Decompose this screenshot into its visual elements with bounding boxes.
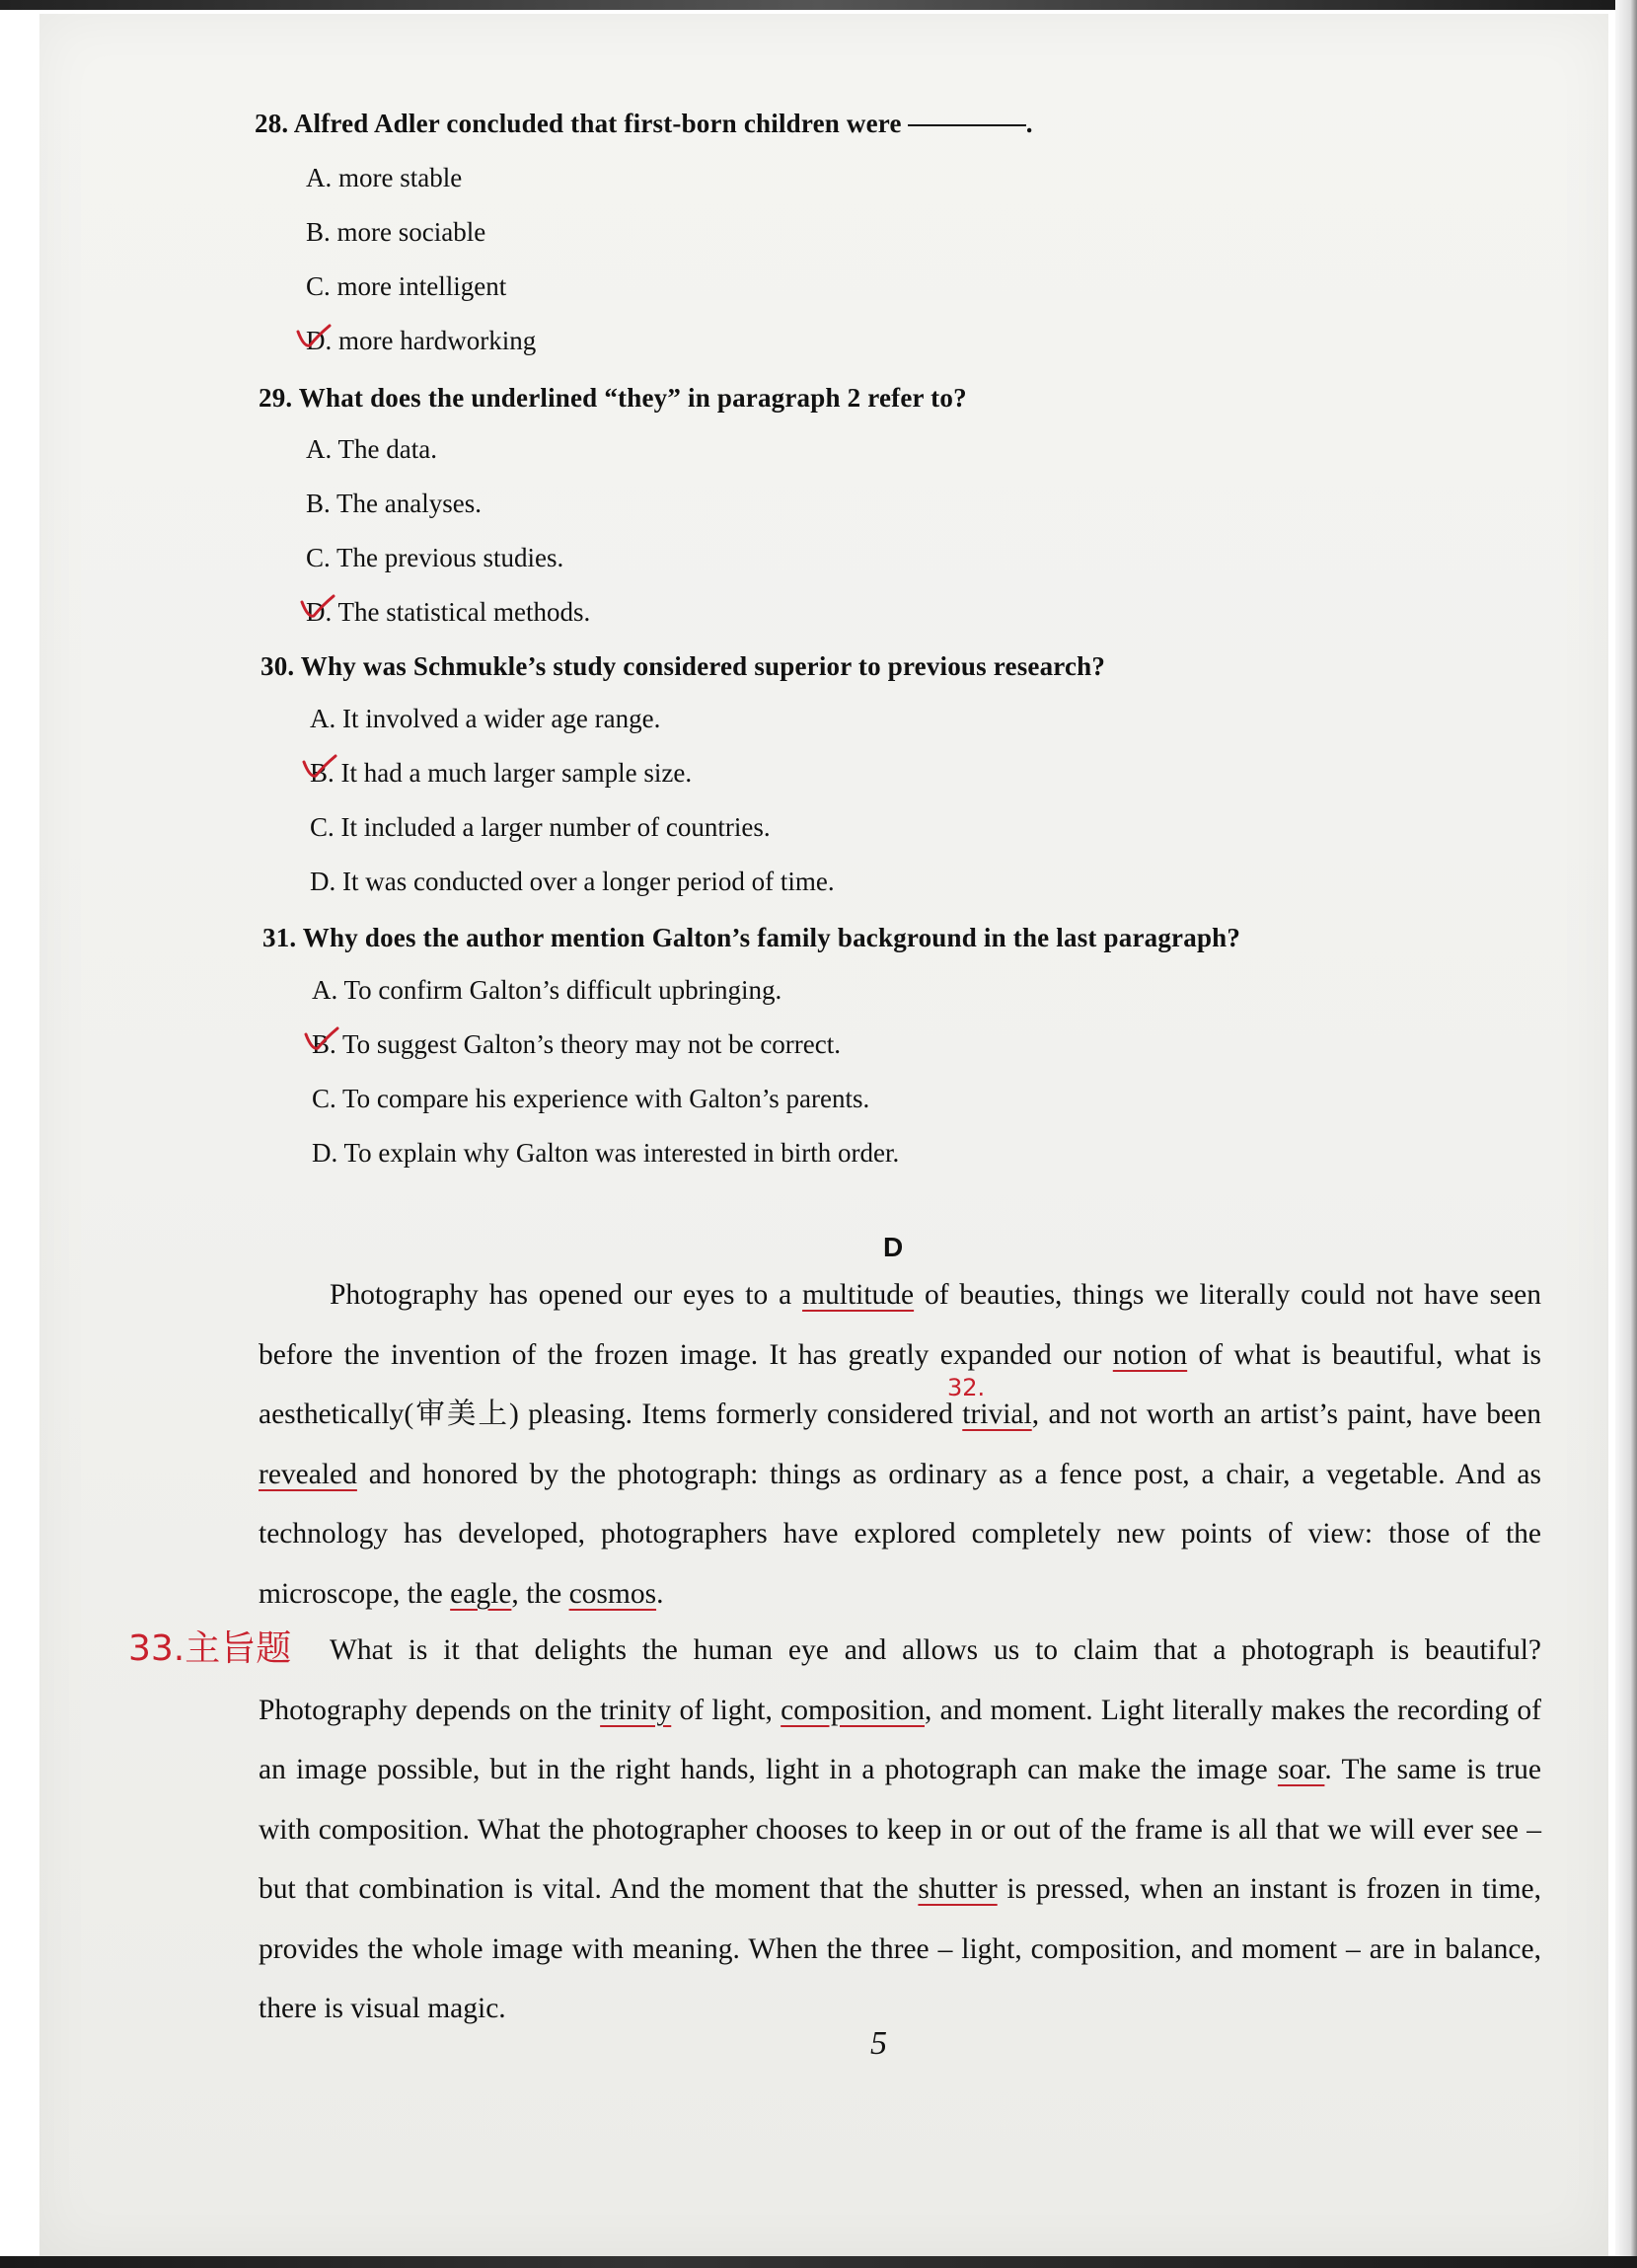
red-checkmark-icon bbox=[300, 594, 334, 620]
q31-option-b: B. To suggest Galton’s theory may not be correct. bbox=[312, 1029, 842, 1059]
underlined-word: shutter bbox=[918, 1873, 998, 1905]
underlined-word: revealed bbox=[259, 1458, 357, 1490]
question-29-stem: 29. What does the underlined “they” in paragraph 2 refer to? bbox=[259, 383, 967, 413]
answer-blank bbox=[908, 124, 1026, 126]
underlined-word: cosmos bbox=[568, 1577, 657, 1610]
handwritten-note-33: 33.主旨题 bbox=[128, 1628, 292, 1669]
q31-option-a: A. To confirm Galton’s difficult upbringing. bbox=[312, 975, 782, 1005]
underlined-word: composition bbox=[781, 1694, 926, 1726]
q30-option-a: A. It involved a wider age range. bbox=[310, 704, 661, 733]
page-number: 5 bbox=[870, 2025, 887, 2062]
q28-option-a: A. more stable bbox=[306, 163, 463, 192]
q30-option-c: C. It included a larger number of countries. bbox=[310, 812, 771, 842]
scan-edge-top bbox=[0, 0, 1637, 10]
handwritten-note-32: 32. bbox=[947, 1374, 986, 1401]
q31-option-d: D. To explain why Galton was interested in birth order. bbox=[312, 1138, 900, 1168]
section-heading: D bbox=[883, 1232, 904, 1262]
question-30-stem: 30. Why was Schmukle’s study considered superior to previous research? bbox=[260, 651, 1106, 681]
q28-option-d: D. more hardworking bbox=[306, 326, 537, 355]
q29-option-c: C. The previous studies. bbox=[306, 543, 564, 572]
underlined-word: soar bbox=[1277, 1754, 1325, 1785]
question-28-stem bbox=[255, 109, 1033, 139]
question-28-text: 28. Alfred Adler concluded that first-born children were bbox=[255, 109, 902, 138]
q29-option-b: B. The analyses. bbox=[306, 489, 482, 518]
red-checkmark-icon bbox=[304, 1026, 337, 1052]
scan-edge-bottom bbox=[0, 2256, 1637, 2268]
scan-edge-right bbox=[1615, 0, 1637, 2268]
underlined-word: trinity bbox=[600, 1694, 672, 1726]
q29-option-a: A. The data. bbox=[306, 434, 437, 464]
underlined-word: trivial bbox=[962, 1399, 1032, 1430]
q30-option-b: B. It had a much larger sample size. bbox=[310, 758, 693, 788]
q30-option-d: D. It was conducted over a longer period of time. bbox=[310, 867, 835, 896]
question-28-end: . bbox=[1025, 109, 1033, 138]
underlined-word: multitude bbox=[802, 1279, 915, 1311]
question-31-stem: 31. Why does the author mention Galton’s family background in the last paragraph? bbox=[262, 923, 1241, 952]
q31-option-c: C. To compare his experience with Galton’s parents. bbox=[312, 1084, 870, 1113]
underlined-word: notion bbox=[1112, 1338, 1188, 1371]
red-checkmark-icon bbox=[302, 754, 335, 780]
passage-paragraph-2: What is it that delights the human eye and allows us to claim that a photograph is beautiful? Photography depends on the trinity of light, composition, and moment. Light literally makes the recording of an image possible, but in the right hands, light in a photograph can make the image soar. The same is true with composition. What the photographer chooses to keep in or out of the frame is all that we will ever see – but that combination is vital. And the moment that the shutter is pressed, when an instant is frozen in time, provides the whole image with meaning. When the three – light, composition, and moment – are in balance, there is visual magic. bbox=[259, 1634, 1542, 2024]
q28-option-b: B. more sociable bbox=[306, 217, 486, 247]
q28-option-c: C. more intelligent bbox=[306, 271, 507, 301]
q29-option-d: D. The statistical methods. bbox=[306, 597, 591, 627]
red-checkmark-icon bbox=[296, 324, 330, 349]
passage-paragraph-1: Photography has opened our eyes to a multitude of beauties, things we literally could not have seen before the invention of the frozen image. It has greatly expanded our notion of what is beautiful, what is aesthetically(审美上) pleasing. Items formerly considered trivial, and not worth an artist’s paint, have been revealed and honored by the photograph: things as ordinary as a fence post, a chair, a vegetable. And as technology has developed, photographers have explored completely new points of view: those of the microscope, the eagle, the cosmos. bbox=[259, 1279, 1542, 1610]
underlined-word: eagle bbox=[450, 1577, 512, 1610]
